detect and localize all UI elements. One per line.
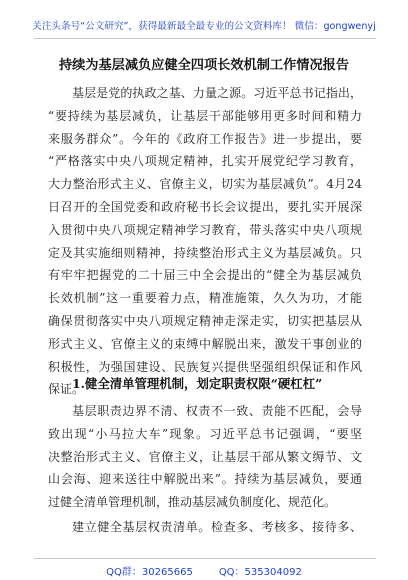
section-1-next-paragraph — [48, 516, 362, 539]
intro-paragraph — [48, 82, 362, 401]
text-line: 定及其实施细则精神，持续整治形式主义为基层减负。只 — [48, 245, 362, 260]
text-line: 日召开的全国党委和政府秘书长会议提出，要扎实开展深 — [48, 199, 362, 214]
section-heading: 1.健全清单管理机制，划定职责权限“硬杠杠” — [72, 376, 323, 391]
section-1-paragraph — [48, 400, 362, 514]
text-line: 决整治形式主义、官僚主义，让基层干部从繁文缛节、文 — [48, 449, 362, 464]
text-line: 大力整治形式主义、官僚主义，切实为基层减负”。4月24 — [48, 177, 362, 192]
footer-qq-group[interactable]: QQ群：30265665 — [106, 567, 193, 578]
text-line: 入贯彻中央八项规定精神学习教育，带头落实中央八项规 — [48, 222, 362, 237]
text-line: “严格落实中央八项规定精神，扎实开展党纪学习教育， — [48, 154, 362, 169]
text-line: 基层是党的执政之基、力量之源。习近平总书记指出， — [72, 86, 362, 100]
text-line: 长效机制”这一重要着力点，精准施策，久久为功，才能 — [48, 291, 362, 306]
footer-divider — [34, 558, 376, 559]
text-line: 建立健全基层权责清单。检查多、考核多、接待多、 — [72, 520, 362, 534]
text-line: 确保贯彻落实中央八项规定精神走深走实，切实把基层从 — [48, 313, 362, 328]
header-divider — [34, 38, 376, 39]
text-line: 山会海、迎来送往中解脱出来”。持续为基层减负，要通 — [48, 472, 362, 487]
footer-contact — [0, 563, 408, 578]
text-line: 保证。 — [48, 382, 85, 397]
footer-qq-contact[interactable]: QQ：535304092 — [218, 567, 302, 578]
header-banner[interactable]: 关注头条号“公文研究”，获得最新最全最专业的公文资料库！ 微信：gongwenyj — [32, 21, 376, 32]
text-line: 形式主义、官僚主义的束缚中解脱出来，激发干事创业的 — [48, 336, 362, 351]
text-line: 致出现“小马拉大车”现象。习近平总书记强调，“要坚 — [48, 426, 362, 441]
text-line: 有牢牢把握党的二十届三中全会提出的“健全为基层减负 — [48, 268, 362, 283]
text-line: 积极性，为强国建设、民族复兴提供坚强组织保证和作风 — [48, 359, 362, 374]
text-line: 来服务群众”。今年的《政府工作报告》进一步提出，要 — [48, 131, 362, 146]
text-line: 过健全清单管理机制，推动基层减负制度化、规范化。 — [48, 495, 337, 510]
document-title: 持续为基层减负应健全四项长效机制工作情况报告 — [58, 58, 350, 73]
text-line: 基层职责边界不清、权责不一致、责能不匹配，会导 — [72, 404, 362, 418]
text-line: “要持续为基层减负，让基层干部能够用更多时间和精力 — [48, 108, 362, 123]
